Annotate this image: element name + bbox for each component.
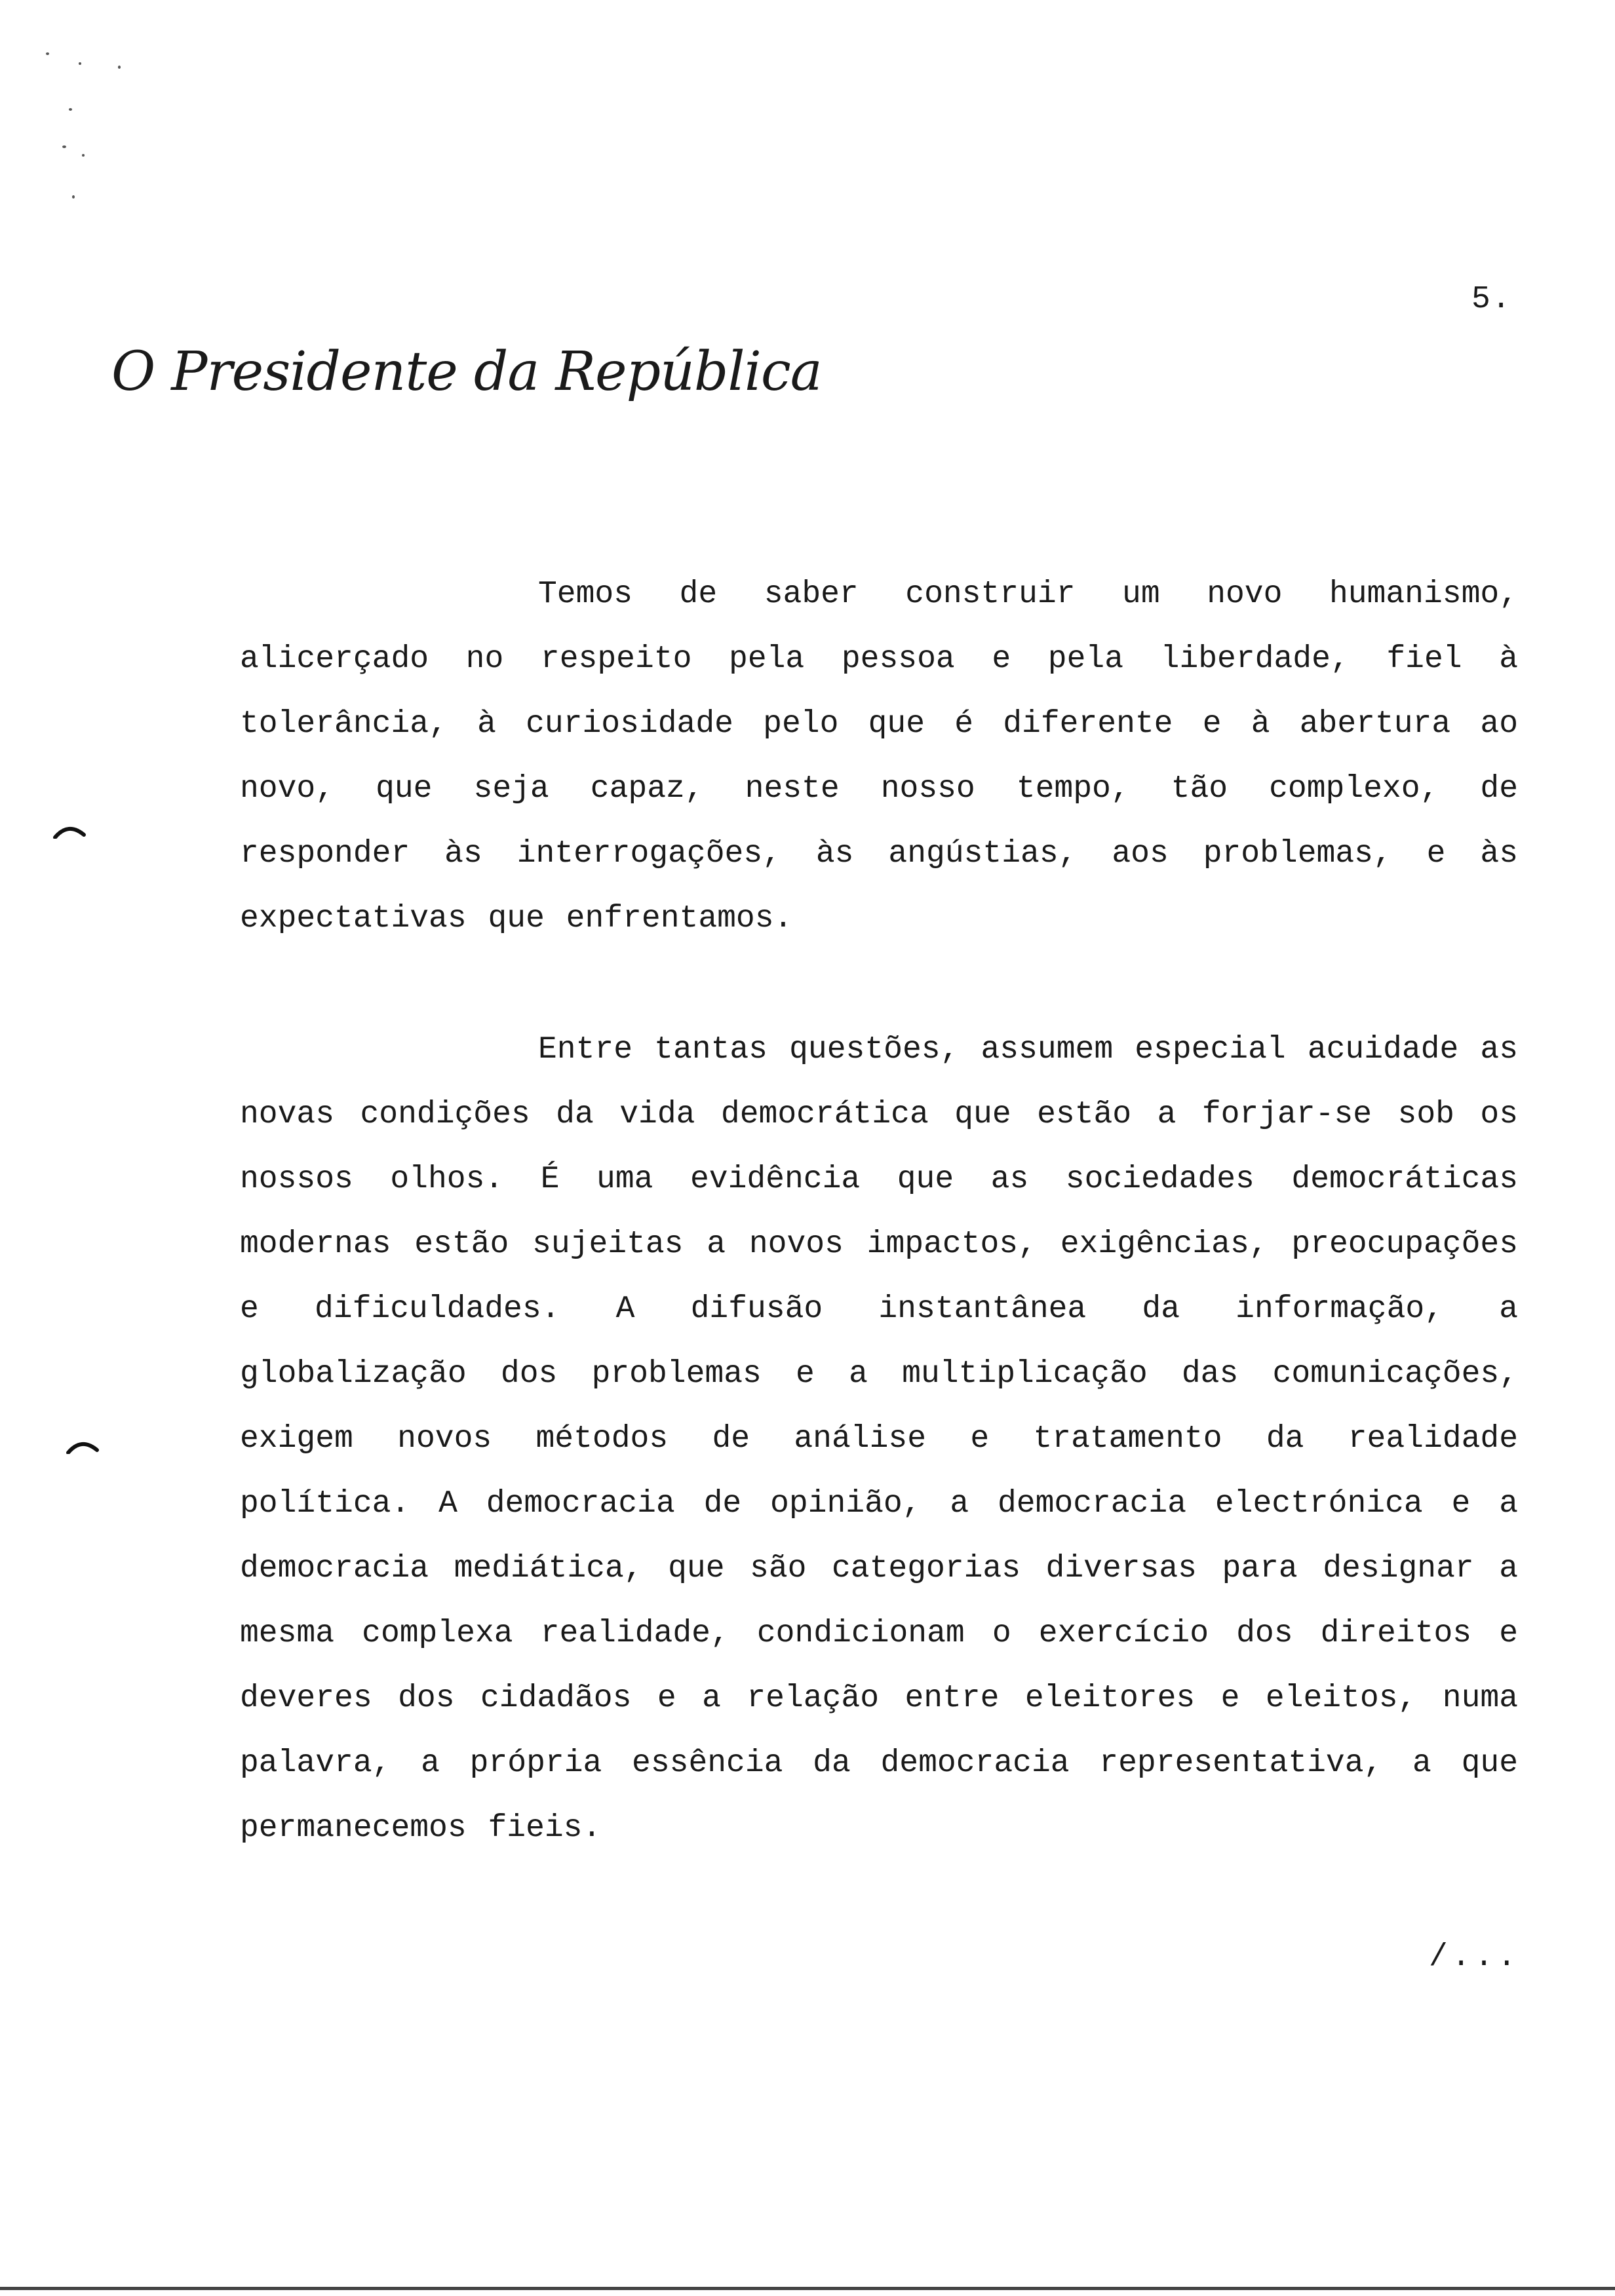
scan-speck <box>72 195 75 199</box>
scan-speck <box>62 145 66 148</box>
scan-speck <box>118 66 121 69</box>
paragraph-2: Entre tantas questões, assumem especial acuidade as novas condições da vida democrática que estão a forjar-se sob os nossos olhos. É uma evidência que as sociedades democráticas modernas estão sujeitas a novos impactos, exigências, preocupações e dificuldades. A difusão instantânea da informação, a globalização dos problemas e a multiplicação das comunicações, exigem novos métodos de análise e tratamento da realidade política. A democracia de opinião, a democracia electrónica e a democracia mediática, que são categorias diversas para designar a mesma complexa realidade, condicionam o exercício dos direitos e deveres dos cidadãos e a relação entre eleitores e eleitos, numa palavra, a própria essência da democracia representativa, a que permanecemos fieis. <box>240 1032 1518 1846</box>
punch-hole-mark <box>66 1440 100 1454</box>
letterhead-title: O Presidente da República <box>111 341 822 403</box>
continuation-mark: /... <box>1429 1940 1521 1975</box>
scan-speck <box>46 52 49 55</box>
paragraph-1: Temos de saber construir um novo humanismo, alicerçado no respeito pela pessoa e pela liberdade, fiel à tolerância, à curiosidade pelo que é diferente e à abertura ao novo, que seja capaz, neste nosso tempo, tão complexo, de responder às interrogações, às angústias, aos problemas, e às expectativas que enfrentamos. <box>240 577 1518 936</box>
scan-speck <box>79 62 81 65</box>
page-number: 5. <box>1471 282 1512 317</box>
bottom-edge-line <box>0 2287 1615 2290</box>
scan-speck <box>82 154 85 157</box>
scan-speck <box>69 108 72 111</box>
punch-hole-mark <box>52 824 87 839</box>
